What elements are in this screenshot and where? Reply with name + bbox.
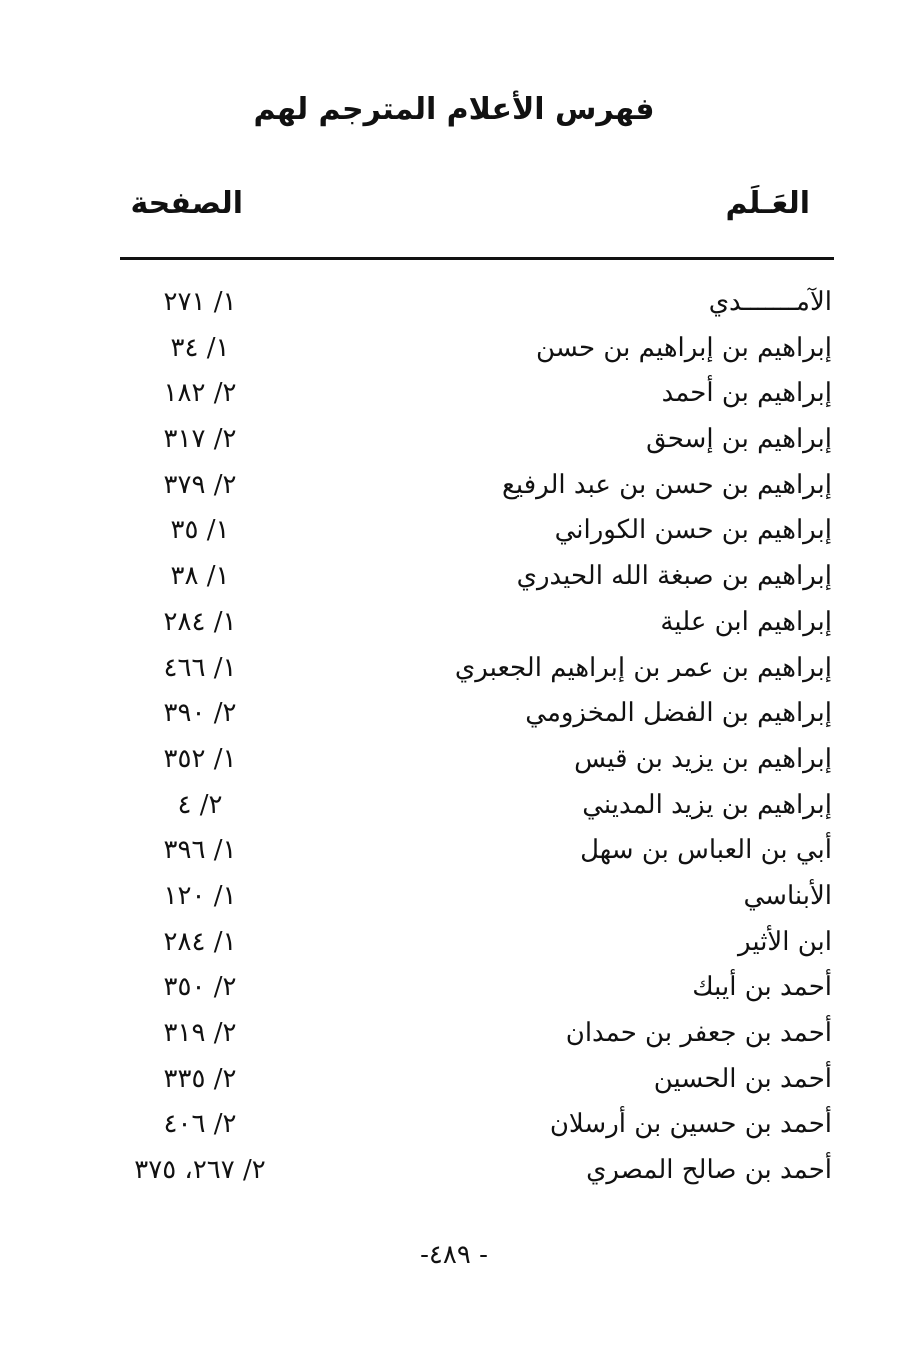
index-entry: [0, 465, 908, 511]
index-entry: [0, 876, 908, 922]
index-entry: [0, 967, 908, 1013]
column-header-page: الصفحة: [130, 186, 243, 221]
entry-name: إبراهيم بن إبراهيم بن حسن: [536, 332, 832, 363]
entry-name: إبراهيم بن صبغة الله الحيدري: [516, 561, 832, 592]
entry-page-ref: ١/ ٣٩٦: [163, 835, 237, 866]
entry-name: أبي بن العباس بن سهل: [580, 835, 832, 866]
entry-page-ref: ١/ ٣٥٢: [163, 743, 237, 774]
index-entry: [0, 510, 908, 556]
entry-page-ref: ١/ ٢٨٤: [163, 926, 237, 957]
index-entry: [0, 602, 908, 648]
index-list: [0, 282, 908, 1196]
entry-name: أحمد بن جعفر بن حمدان: [565, 1018, 832, 1048]
index-entry: [0, 922, 908, 968]
index-entry: [0, 328, 908, 374]
header-divider: [120, 257, 834, 260]
entry-page-ref: ١/ ٢٨٤: [163, 606, 237, 637]
entry-name: ابن الأثير: [738, 926, 832, 957]
entry-name: الآمـــــــدي: [708, 287, 832, 317]
index-entry: [0, 282, 908, 328]
entry-page-ref: ٢/ ٣٣٥: [163, 1063, 237, 1094]
entry-page-ref: ١/ ٣٥: [170, 515, 230, 546]
index-entry: [0, 556, 908, 602]
entry-page-ref: ٢/ ٣٧٩: [163, 469, 237, 500]
entry-page-ref: ٢/ ٢٦٧، ٣٧٥: [134, 1155, 266, 1186]
entry-name: أحمد بن حسين بن أرسلان: [549, 1109, 832, 1140]
entry-name: إبراهيم بن إسحق: [646, 424, 832, 455]
entry-name: إبراهيم بن أحمد: [661, 378, 832, 409]
entry-name: أحمد بن صالح المصري: [586, 1155, 832, 1186]
index-entry: [0, 739, 908, 785]
index-entry: [0, 1059, 908, 1105]
entry-name: أحمد بن الحسين: [653, 1063, 832, 1094]
column-header-name: العَـلَم: [725, 186, 810, 221]
entry-page-ref: ١/ ٤٦٦: [163, 652, 237, 683]
index-entry: [0, 1150, 908, 1196]
index-entry: [0, 1104, 908, 1150]
entry-name: إبراهيم بن عمر بن إبراهيم الجعبري: [454, 652, 832, 683]
entry-page-ref: ٢/ ٣١٩: [163, 1018, 237, 1048]
index-entry: [0, 785, 908, 831]
page-title: فهرس الأعلام المترجم لهم: [253, 92, 655, 127]
entry-name: إبراهيم بن حسن الكوراني: [554, 515, 832, 546]
entry-page-ref: ٢/ ٣٩٠: [163, 698, 237, 729]
index-entry: [0, 830, 908, 876]
index-entry: [0, 648, 908, 694]
entry-page-ref: ١/ ٢٧١: [163, 287, 237, 317]
entry-name: إبراهيم ابن علية: [660, 606, 832, 637]
entry-name: إبراهيم بن يزيد المديني: [582, 789, 832, 820]
index-entry: [0, 1013, 908, 1059]
index-entry: [0, 373, 908, 419]
entry-name: أحمد بن أيبك: [692, 972, 832, 1003]
entry-name: إبراهيم بن يزيد بن قيس: [574, 743, 832, 774]
entry-page-ref: ١/ ٣٨: [170, 561, 230, 592]
entry-page-ref: ٢/ ٣٥٠: [163, 972, 237, 1003]
entry-page-ref: ٢/ ١٨٢: [163, 378, 237, 409]
entry-name: إبراهيم بن الفضل المخزومي: [525, 698, 832, 729]
entry-name: الأبناسي: [743, 880, 832, 911]
entry-page-ref: ١/ ١٢٠: [163, 880, 237, 911]
entry-page-ref: ٢/ ٤٠٦: [163, 1109, 237, 1140]
entry-page-ref: ٢/ ٣١٧: [163, 424, 237, 455]
index-entry: [0, 693, 908, 739]
page-number: - ٤٨٩-: [420, 1240, 488, 1270]
entry-page-ref: ١/ ٣٤: [170, 332, 230, 363]
entry-name: إبراهيم بن حسن بن عبد الرفيع: [502, 469, 832, 500]
entry-page-ref: ٢/ ٤: [177, 789, 223, 820]
index-entry: [0, 419, 908, 465]
